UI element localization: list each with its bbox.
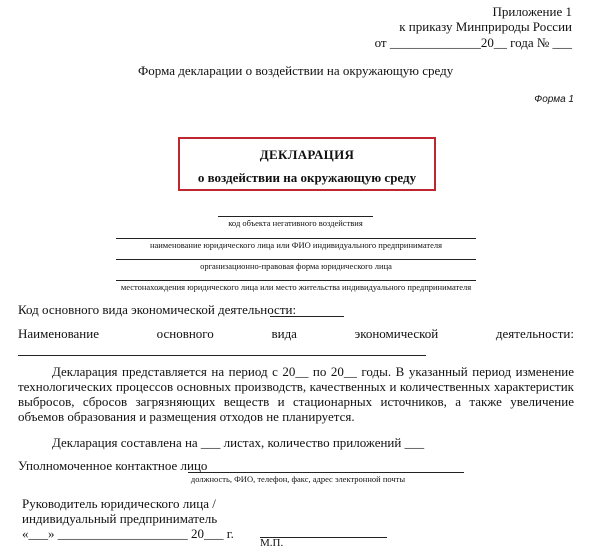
sheets-count-line: Декларация составлена на ___ листах, количество приложений ___	[52, 435, 425, 450]
object-code-field[interactable]	[218, 216, 373, 217]
signatory-title-line2: индивидуальный предприниматель	[22, 511, 218, 526]
entity-name-field[interactable]	[116, 238, 476, 239]
stamp-label: М.П.	[260, 537, 284, 549]
declaration-title-box	[178, 137, 436, 191]
entity-name-caption: наименование юридического лица или ФИО индивидуального предпринимателя	[149, 240, 443, 250]
activity-code-field[interactable]	[270, 316, 344, 317]
contact-person-field[interactable]	[188, 472, 464, 473]
activity-word: экономической	[354, 326, 439, 341]
activity-name-label	[18, 326, 574, 342]
activity-name-field[interactable]	[18, 355, 426, 356]
location-field[interactable]	[116, 280, 476, 281]
activity-word: основного	[156, 326, 214, 341]
object-code-caption: код объекта негативного воздействия	[228, 218, 363, 228]
activity-word: деятельности:	[495, 326, 574, 341]
form-title: Форма декларации о воздействии на окружающую среду	[138, 63, 454, 78]
legal-form-caption: организационно-правовая форма юридического лица	[200, 261, 392, 271]
period-paragraph: Декларация представляется на период с 20__ по 20__ годы. В указанный период изменение технологических процессов основных производств, качественных и количественных характеристик выбросов, сбросов загрязняющих веществ и стационарных источников, а также увеличение объемов образования и размещения отходов не планируется.	[18, 364, 574, 424]
contact-person-label: Уполномоченное контактное лицо	[18, 458, 208, 473]
contact-person-caption: должность, ФИО, телефон, факс, адрес электронной почты	[190, 474, 406, 484]
activity-word: Наименование	[18, 326, 99, 341]
order-date-line: от ______________20__ года № ___	[374, 35, 572, 50]
signatory-title-line1: Руководитель юридического лица /	[22, 496, 216, 511]
form-number: Форма 1	[534, 94, 574, 105]
appendix-label: Приложение 1	[492, 4, 572, 19]
location-caption: местонахождения юридического лица или место жительства индивидуального предпринимателя	[120, 282, 472, 292]
declaration-title: ДЕКЛАРАЦИЯ	[259, 147, 355, 162]
order-reference: к приказу Минприроды России	[399, 19, 572, 34]
activity-word: вида	[271, 326, 297, 341]
legal-form-field[interactable]	[116, 259, 476, 260]
declaration-subtitle: о воздействии на окружающую среду	[197, 170, 417, 185]
signature-date-line: «___» ____________________ 20___ г.	[22, 526, 234, 541]
activity-code-label: Код основного вида экономической деятельности:	[18, 302, 297, 317]
